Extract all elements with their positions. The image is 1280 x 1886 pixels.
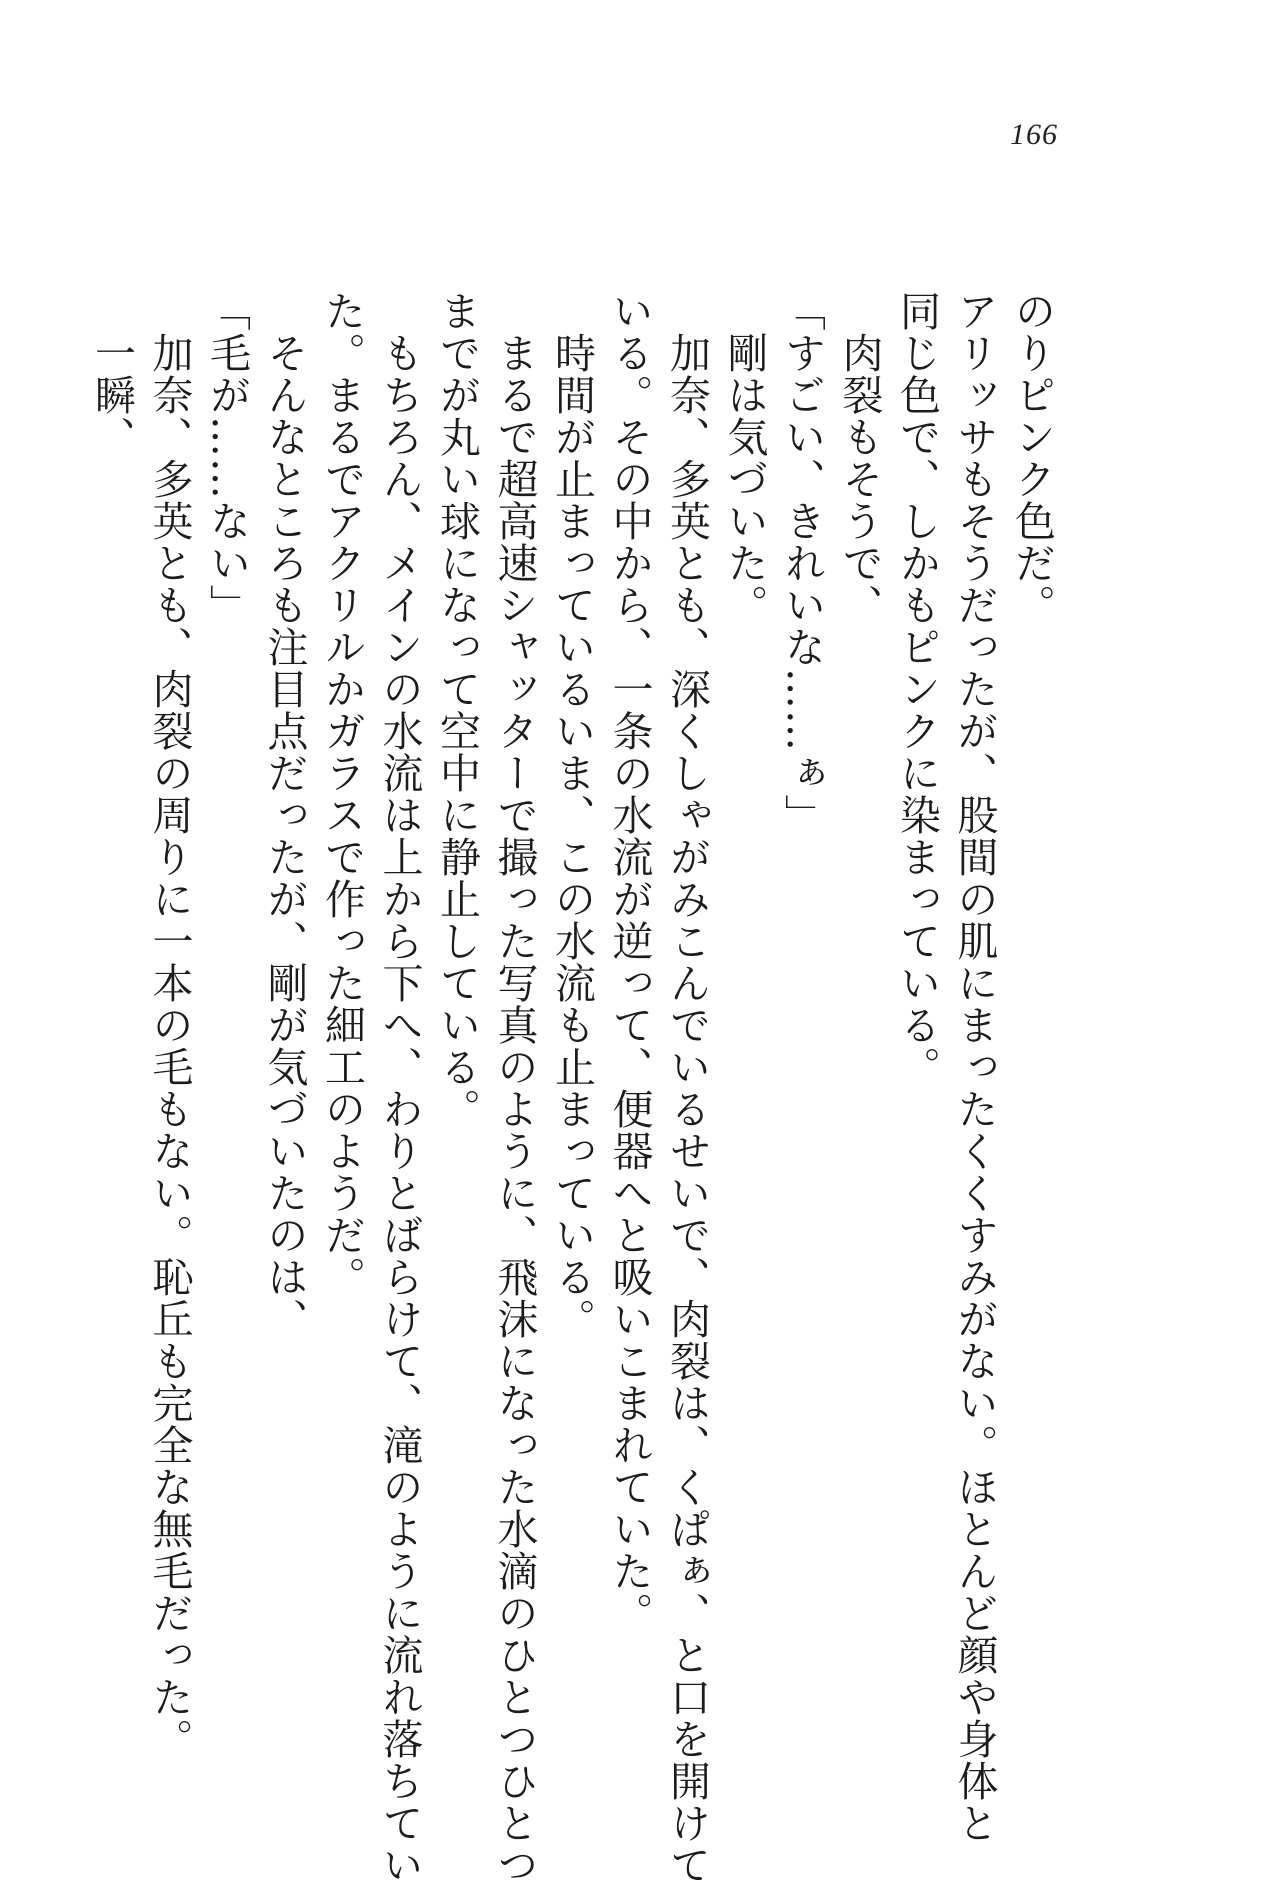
text-line: アリッサもそうだったが、股間の肌にまったくくすみがない。ほとんど顔や身体と xyxy=(950,290,999,1844)
text-line: そんなところも注目点だったが、剛が気づいたのは、 xyxy=(260,290,309,1340)
text-line: 肉裂もそうで、 xyxy=(835,290,884,626)
text-line: まるで超高速シャッターで撮った写真のように、飛沫になった水滴のひとつひとつ xyxy=(490,290,539,1886)
text-line: た。まるでアクリルかガラスで作った細工のようだ。 xyxy=(318,290,366,1298)
text-line: 一瞬、 xyxy=(88,290,136,458)
text-line: 同じ色で、しかもピンクに染まっている。 xyxy=(893,290,941,1088)
text-line: 剛は気づいた。 xyxy=(720,290,769,626)
text-line: 加奈、多英とも、肉裂の周りに一本の毛もない。恥丘も完全な無毛だった。 xyxy=(145,290,194,1760)
text-line: いる。その中から、一条の水流が逆って、便器へと吸いこまれていた。 xyxy=(605,290,654,1634)
body-text xyxy=(83,290,1061,1886)
text-line: までが丸い球になって空中に静止している。 xyxy=(433,290,481,1130)
text-line: 時間が止まっているいま、この水流も止まっている。 xyxy=(548,290,596,1340)
text-line: もちろん、メインの水流は上から下へ、わりとばらけて、滝のように流れ落ちてい xyxy=(375,290,424,1886)
text-line: 加奈、多英とも、深くしゃがみこんでいるせいで、肉裂は、くぱぁ、と口を開けて xyxy=(663,290,711,1886)
page-number: 166 xyxy=(1010,118,1058,151)
text-line: 「毛が……ない」 xyxy=(203,290,251,626)
text-line: のりピンク色だ。 xyxy=(1008,290,1056,626)
text-line: 「すごい、きれいな……ぁ」 xyxy=(778,290,826,836)
